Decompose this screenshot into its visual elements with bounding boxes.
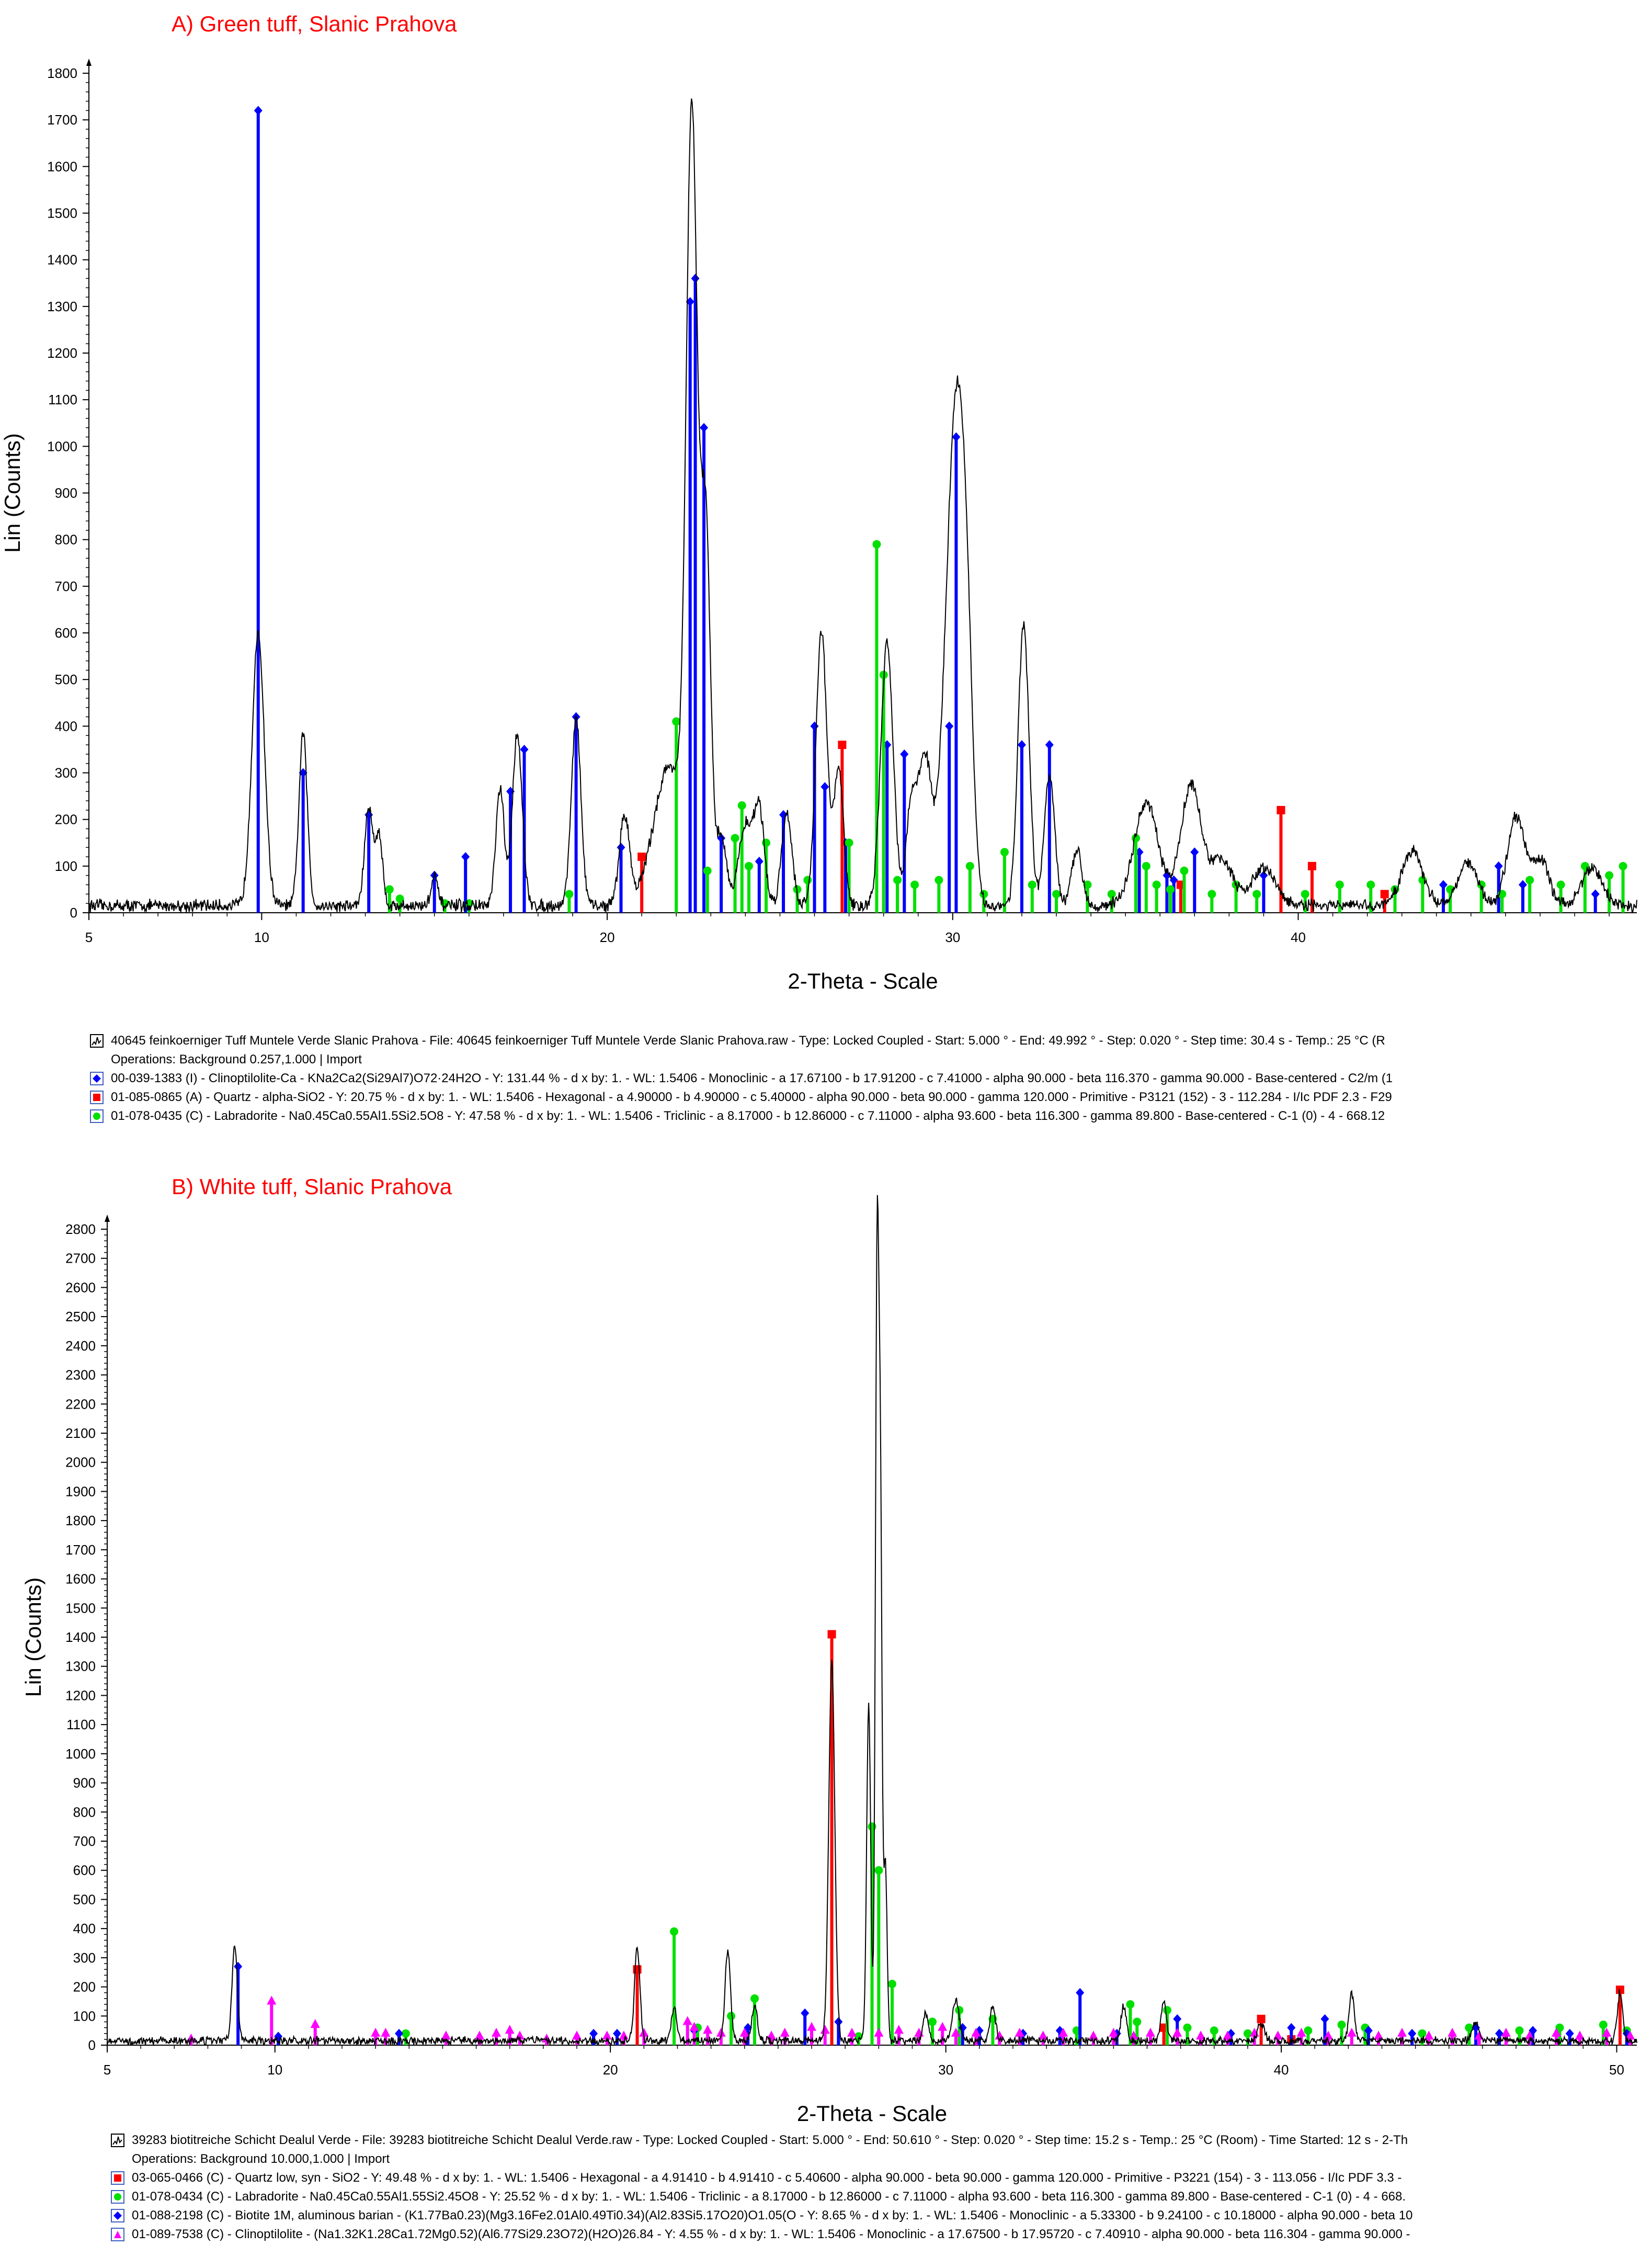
chart-b-reference-marker — [1126, 2000, 1134, 2009]
chart-a-reference-marker — [1619, 862, 1627, 870]
chart-b-reference-marker — [1172, 2028, 1182, 2037]
chart-a-x-tick-label: 10 — [254, 929, 269, 945]
chart-b-reference-marker — [395, 2029, 403, 2038]
chart-b-x-tick-label: 5 — [103, 2062, 111, 2078]
chart-b-reference-marker — [311, 2019, 320, 2028]
chart-a-reference-marker — [821, 782, 829, 791]
chart-b-reference-marker — [1304, 2026, 1312, 2035]
chart-b-reference-marker — [807, 2022, 816, 2031]
legend-b-pattern-text: 39283 biotitreiche Schicht Dealul Verde - File: 39283 biotitreiche Schicht Dealul Verde.raw - Type: Locked Coupled - Start: 5.000 ° - End: 50.610 ° - Step: 0.020 ° - Step time: 15.2 s - Temp.: 25 °C (Room) - Time Started: 12 s - 2-Th — [132, 2133, 1408, 2147]
chart-a-y-tick-label: 100 — [54, 858, 77, 874]
chart-a-reference-marker — [1207, 890, 1216, 898]
blue-diamond-icon — [111, 2209, 124, 2222]
chart-b-y-tick-label: 500 — [73, 1891, 96, 1908]
chart-b-y-tick-label: 1500 — [65, 1600, 96, 1616]
chart-a-reference-marker — [461, 852, 470, 861]
chart-b-y-tick-label: 900 — [73, 1775, 96, 1791]
chart-a-plot — [0, 0, 1652, 993]
chart-a-y-tick-label: 1600 — [47, 158, 77, 175]
chart-a-y-tick-label: 1700 — [47, 112, 77, 128]
chart-a-reference-marker — [385, 885, 394, 893]
chart-a-y-tick-label: 300 — [54, 765, 77, 781]
chart-a-reference-marker — [731, 834, 739, 842]
green-circle-icon — [111, 2190, 124, 2204]
chart-b-reference-marker — [381, 2028, 390, 2037]
chart-b-reference-marker — [1515, 2026, 1523, 2035]
chart-a-reference-marker — [703, 867, 712, 875]
chart-b-reference-marker — [267, 1995, 276, 2004]
chart-a-reference-marker — [1439, 880, 1448, 890]
chart-a-reference-marker — [565, 890, 573, 898]
legend-a-operations — [89, 1050, 1637, 1069]
green-circle-icon — [90, 1109, 104, 1123]
chart-b-reference-marker — [1273, 2031, 1283, 2039]
chart-a-y-arrow-icon — [86, 59, 92, 66]
chart-a-y-tick-label: 800 — [54, 531, 77, 548]
chart-a-reference-marker — [254, 106, 263, 115]
chart-b-reference-marker — [1408, 2029, 1416, 2038]
chart-a-y-tick-label: 1000 — [47, 438, 77, 455]
chart-b-reference-marker — [888, 1980, 896, 1988]
chart-a-legend — [89, 1031, 1637, 1126]
chart-b-reference-marker — [1287, 2023, 1295, 2033]
pattern-line-icon — [111, 2134, 124, 2147]
chart-a-reference-marker — [1108, 890, 1116, 898]
chart-a-reference-marker — [1190, 847, 1199, 857]
chart-b-y-tick-label: 600 — [73, 1862, 96, 1878]
chart-a-reference-marker — [1381, 890, 1389, 898]
chart-b-x-tick-label: 40 — [1273, 2062, 1289, 2078]
chart-a-reference-marker — [1153, 881, 1161, 889]
chart-b-reference-marker — [1501, 2028, 1511, 2037]
legend-b-labradorite — [110, 2187, 1637, 2206]
chart-b-plot — [0, 1203, 1652, 2197]
chart-b-reference-marker — [1146, 2028, 1155, 2037]
chart-a-reference-marker — [811, 721, 819, 731]
legend-a-clinoptilolite-text: 00-039-1383 (I) - Clinoptilolite-Ca - KNa2Ca2(Si29Al7)O72·24H2O - Y: 131.44 % - d x by: 1. - WL: 1.5406 - Monoclinic - a 17.67100 - b 17.91200 - c 7.41000 - alpha 90.000 - beta 116.370 - gamma 90.000 - Base-centered - C2/m (1 — [111, 1071, 1393, 1085]
chart-b-reference-marker — [1076, 1988, 1084, 1998]
chart-a-reference-marker — [1166, 885, 1175, 893]
chart-b-reference-marker — [633, 1965, 641, 1974]
chart-b-y-tick-label: 300 — [73, 1949, 96, 1966]
chart-a-reference-marker — [1591, 889, 1600, 899]
legend-a-pattern — [89, 1031, 1637, 1050]
chart-a-reference-marker — [1301, 890, 1309, 898]
chart-a-x-axis-label: 2-Theta - Scale — [788, 969, 938, 993]
chart-a-reference-marker — [1495, 861, 1503, 871]
chart-a-reference-marker — [1605, 871, 1613, 880]
chart-b-y-arrow-icon — [105, 1215, 110, 1222]
chart-a-reference-marker — [1525, 876, 1534, 884]
chart-b-reference-marker — [874, 2028, 883, 2037]
chart-a-reference-marker — [1045, 740, 1054, 750]
legend-b-pattern — [110, 2131, 1637, 2150]
chart-b-y-tick-label: 400 — [73, 1921, 96, 1937]
legend-b-quartz — [110, 2169, 1637, 2187]
legend-a-labradorite-text: 01-078-0435 (C) - Labradorite - Na0.45Ca0.55Al1.5Si2.5O8 - Y: 47.58 % - d x by: 1. - WL: 1.5406 - Triclinic - a 8.17000 - b 12.86000 - c 7.11000 - alpha 93.600 - beta 116.300 - gamma 89.800 - Base-centered - C-1 (0) - 4 - 668.12 — [111, 1109, 1385, 1123]
chart-b-y-tick-label: 2700 — [65, 1250, 96, 1266]
chart-b-diffraction-pattern-line — [107, 1195, 1637, 2045]
chart-b-reference-marker — [1566, 2029, 1574, 2038]
chart-b-y-tick-label: 1200 — [65, 1687, 96, 1704]
chart-a-reference-marker — [1519, 880, 1527, 890]
chart-a-reference-marker — [1336, 881, 1344, 889]
chart-b-y-tick-label: 1900 — [65, 1483, 96, 1500]
legend-b-labradorite-text: 01-078-0434 (C) - Labradorite - Na0.45Ca0.55Al1.55Si2.45O8 - Y: 25.52 % - d x by: 1. - WL: 1.5406 - Triclinic - a 8.17000 - b 12.86000 - c 7.11000 - alpha 93.600 - beta 116.300 - gamma 89.800 - Base-centered - C-1 (0) - 4 - 668. — [132, 2190, 1406, 2204]
chart-b-reference-marker — [1320, 2014, 1329, 2024]
chart-a-reference-marker — [1308, 862, 1316, 870]
chart-a-y-tick-label: 700 — [54, 578, 77, 594]
chart-a-reference-marker — [1557, 881, 1565, 889]
chart-b-y-tick-label: 2800 — [65, 1221, 96, 1237]
chart-a-y-tick-label: 1100 — [48, 392, 77, 408]
chart-b-y-tick-label: 1400 — [65, 1629, 96, 1645]
chart-a-reference-marker — [520, 745, 529, 754]
chart-a-reference-marker — [691, 274, 700, 283]
chart-a-reference-marker — [700, 423, 708, 433]
chart-b-reference-marker — [1163, 2006, 1171, 2014]
chart-b-reference-marker — [801, 2009, 809, 2018]
chart-a-reference-marker — [762, 838, 770, 847]
chart-a-reference-marker — [838, 741, 846, 749]
chart-b-reference-marker — [1448, 2028, 1457, 2037]
legend-b-clinoptilolite-text: 01-089-7538 (C) - Clinoptilolite - (Na1.32K1.28Ca1.72Mg0.52)(Al6.77Si29.23O72)(H2O)26.84 - Y: 4.55 % - d x by: 1. - WL: 1.5406 - Monoclinic - a 17.67500 - b 17.95720 - c 7.40910 - alpha 90.000 - beta 116.304 - gamma 90.000 - — [132, 2227, 1410, 2241]
chart-b-reference-marker — [505, 2025, 515, 2034]
chart-b-reference-marker — [780, 2028, 790, 2037]
chart-b-y-tick-label: 1300 — [65, 1658, 96, 1674]
chart-b-legend — [110, 2131, 1637, 2244]
chart-b-reference-marker — [683, 2016, 692, 2025]
chart-a-x-tick-label: 30 — [945, 929, 961, 945]
chart-b-reference-marker — [613, 2029, 621, 2038]
chart-a-reference-marker — [945, 721, 953, 731]
chart-a-reference-marker — [1052, 890, 1061, 898]
chart-a-reference-marker — [900, 750, 908, 759]
chart-b-reference-marker — [441, 2031, 451, 2039]
chart-a-reference-marker — [1028, 881, 1036, 889]
chart-a-y-tick-label: 200 — [54, 811, 77, 827]
chart-a-title: A) Green tuff, Slanic Prahova — [172, 12, 457, 36]
chart-a-reference-marker — [672, 717, 680, 725]
legend-b-clinoptilolite — [110, 2225, 1637, 2244]
chart-a-reference-marker — [745, 862, 753, 870]
legend-a-quartz — [89, 1088, 1637, 1107]
legend-b-quartz-text: 03-065-0466 (C) - Quartz low, syn - SiO2 - Y: 49.48 % - d x by: 1. - WL: 1.5406 - Hexagonal - a 4.91410 - b 4.91410 - c 5.40600 - alpha 90.000 - beta 90.000 - gamma 120.000 - Primitive - P3221 (154) - 3 - 113.056 - I/Ic PDF 3.3 - — [132, 2171, 1402, 2185]
chart-a-reference-marker — [966, 862, 974, 870]
chart-b-y-tick-label: 2200 — [65, 1396, 96, 1412]
legend-b-biotite-text: 01-088-2198 (C) - Biotite 1M, aluminous barian - (K1.77Ba0.23)(Mg3.16Fe2.01Al0.49Ti0.34)(Al2.83Si5.17O20)O1.05(O - Y: 8.65 % - d x by: 1. - WL: 1.5406 - Monoclinic - a 5.33300 - b 9.24100 - c 10.18000 - alpha 90.000 - beta 10 — [132, 2208, 1413, 2222]
chart-a-y-axis-label: Lin (Counts) — [0, 433, 25, 553]
blue-diamond-icon — [90, 1072, 104, 1085]
chart-a-reference-marker — [779, 810, 788, 820]
chart-b-y-tick-label: 0 — [88, 2037, 96, 2053]
chart-b-x-tick-label: 20 — [602, 2062, 618, 2078]
chart-a-reference-marker — [755, 857, 764, 866]
chart-b-reference-marker — [727, 2012, 735, 2020]
chart-a-y-tick-label: 1500 — [47, 205, 77, 221]
chart-a-y-tick-label: 1200 — [47, 345, 77, 361]
chart-a-reference-marker — [1000, 848, 1009, 856]
chart-b-reference-marker — [475, 2031, 484, 2039]
chart-a-reference-marker — [738, 801, 746, 810]
chart-b-y-tick-label: 2300 — [65, 1367, 96, 1383]
chart-a-y-tick-label: 1400 — [47, 252, 77, 268]
chart-b-reference-marker — [1599, 2021, 1608, 2029]
chart-b-reference-marker — [1183, 2024, 1191, 2032]
chart-b-y-tick-label: 2500 — [65, 1309, 96, 1325]
chart-b-reference-marker — [619, 2031, 629, 2039]
chart-a-reference-marker — [1142, 862, 1150, 870]
red-square-icon — [90, 1091, 104, 1104]
chart-a-reference-marker — [893, 876, 902, 884]
chart-a-reference-marker — [803, 876, 812, 884]
chart-b-reference-marker — [234, 1962, 242, 1971]
chart-b-x-tick-label: 50 — [1609, 2062, 1624, 2078]
pattern-line-icon — [90, 1034, 104, 1048]
legend-b-biotite — [110, 2206, 1637, 2225]
chart-b-x-tick-label: 30 — [938, 2062, 954, 2078]
chart-b-reference-marker — [834, 2017, 842, 2026]
legend-a-quartz-text: 01-085-0865 (A) - Quartz - alpha-SiO2 - Y: 20.75 % - d x by: 1. - WL: 1.5406 - Hexagonal - a 4.90000 - b 4.90000 - c 5.40000 - alpha 90.000 - beta 90.000 - gamma 120.000 - Primitive - P3121 (152) - 3 - 112.284 - I/Ic PDF 2.3 - F29 — [111, 1090, 1392, 1104]
chart-a-y-tick-label: 1300 — [47, 298, 77, 314]
chart-b-reference-marker — [868, 1822, 876, 1831]
chart-a-reference-marker — [952, 433, 960, 442]
chart-b-reference-marker — [828, 1630, 836, 1638]
chart-b-title: B) White tuff, Slanic Prahova — [172, 1174, 452, 1199]
chart-b-y-tick-label: 2000 — [65, 1454, 96, 1470]
chart-b-reference-marker — [371, 2028, 380, 2037]
chart-a-y-tick-label: 500 — [54, 672, 77, 688]
chart-b-reference-marker — [1495, 2029, 1503, 2038]
chart-a-reference-marker — [935, 876, 943, 884]
legend-b-operations-text: Operations: Background 10.000,1.000 | Import — [132, 2152, 390, 2166]
chart-b-y-tick-label: 1700 — [65, 1541, 96, 1558]
chart-b-reference-marker — [874, 1866, 883, 1875]
legend-a-clinoptilolite — [89, 1069, 1637, 1088]
chart-b-x-tick-label: 10 — [267, 2062, 283, 2078]
chart-a-reference-marker — [1277, 806, 1285, 814]
chart-b-y-tick-label: 100 — [73, 2008, 96, 2024]
chart-a-reference-marker — [872, 540, 881, 549]
chart-b-reference-marker — [492, 2028, 501, 2037]
chart-a-reference-marker — [1180, 867, 1188, 875]
chart-b-reference-marker — [703, 2025, 712, 2034]
chart-a-reference-marker — [910, 881, 919, 889]
chart-a-y-tick-label: 0 — [70, 905, 77, 921]
chart-a-reference-marker — [364, 810, 373, 820]
chart-a-diffraction-pattern-line — [89, 98, 1637, 913]
chart-b-y-axis-label: Lin (Counts) — [21, 1577, 45, 1697]
chart-b-reference-marker — [1257, 2015, 1266, 2023]
chart-b-y-tick-label: 700 — [73, 1833, 96, 1849]
chart-a-x-tick-label: 5 — [85, 929, 93, 945]
chart-b-x-axis-label: 2-Theta - Scale — [796, 2101, 948, 2126]
chart-b-reference-marker — [894, 2025, 904, 2034]
chart-a-reference-marker — [1366, 881, 1375, 889]
chart-b-reference-marker — [1347, 2028, 1357, 2037]
chart-a-y-tick-label: 400 — [54, 718, 77, 734]
chart-a-reference-marker — [1018, 740, 1026, 750]
chart-b-reference-marker — [821, 2025, 830, 2034]
chart-b-y-tick-label: 1000 — [65, 1745, 96, 1762]
magenta-triangle-icon — [111, 2228, 124, 2241]
chart-a-reference-marker — [637, 853, 646, 861]
chart-a-reference-marker — [617, 843, 625, 852]
chart-b-reference-marker — [938, 2022, 947, 2031]
chart-a-y-tick-label: 900 — [54, 485, 77, 501]
chart-b-reference-marker — [670, 1927, 678, 1936]
legend-a-operations-text: Operations: Background 0.257,1.000 | Import — [111, 1052, 362, 1067]
legend-a-labradorite — [89, 1107, 1637, 1126]
chart-a-y-tick-label: 600 — [54, 625, 77, 641]
chart-b-reference-marker — [1173, 2014, 1181, 2024]
chart-b-y-tick-label: 1600 — [65, 1571, 96, 1587]
chart-a-y-tick-label: 1800 — [47, 65, 77, 81]
chart-b-reference-marker — [572, 2031, 582, 2039]
chart-b-reference-marker — [1210, 2026, 1218, 2035]
chart-a-reference-marker — [1252, 890, 1261, 898]
chart-b-reference-marker — [1397, 2028, 1407, 2037]
chart-b-reference-marker — [1133, 2017, 1141, 2026]
legend-b-operations — [110, 2150, 1637, 2169]
chart-b-y-tick-label: 2100 — [65, 1425, 96, 1441]
chart-b-reference-marker — [928, 2017, 937, 2026]
chart-a-x-tick-label: 40 — [1291, 929, 1306, 945]
chart-b-reference-marker — [1089, 2031, 1098, 2039]
red-square-icon — [111, 2171, 124, 2185]
chart-a-x-tick-label: 20 — [599, 929, 615, 945]
chart-b-reference-marker — [847, 2028, 857, 2037]
chart-b-reference-marker — [1418, 2029, 1426, 2038]
chart-b-y-tick-label: 2400 — [65, 1337, 96, 1354]
chart-b-y-tick-label: 1100 — [66, 1717, 96, 1733]
chart-a-reference-marker — [845, 838, 853, 847]
chart-b-y-tick-label: 800 — [73, 1804, 96, 1820]
chart-b-reference-marker — [1338, 2021, 1346, 2029]
chart-b-y-tick-label: 2600 — [65, 1279, 96, 1296]
chart-b-reference-marker — [750, 1994, 759, 2003]
chart-b-y-tick-label: 1800 — [65, 1513, 96, 1529]
chart-b-y-tick-label: 200 — [73, 1979, 96, 1995]
legend-a-pattern-text: 40645 feinkoerniger Tuff Muntele Verde Slanic Prahova - File: 40645 feinkoerniger Tuff Muntele Verde Slanic Prahova.raw - Type: Locked Coupled - Start: 5.000 ° - End: 49.992 ° - Step: 0.020 ° - Step time: 30.4 s - Temp.: 25 °C (R — [111, 1034, 1385, 1048]
